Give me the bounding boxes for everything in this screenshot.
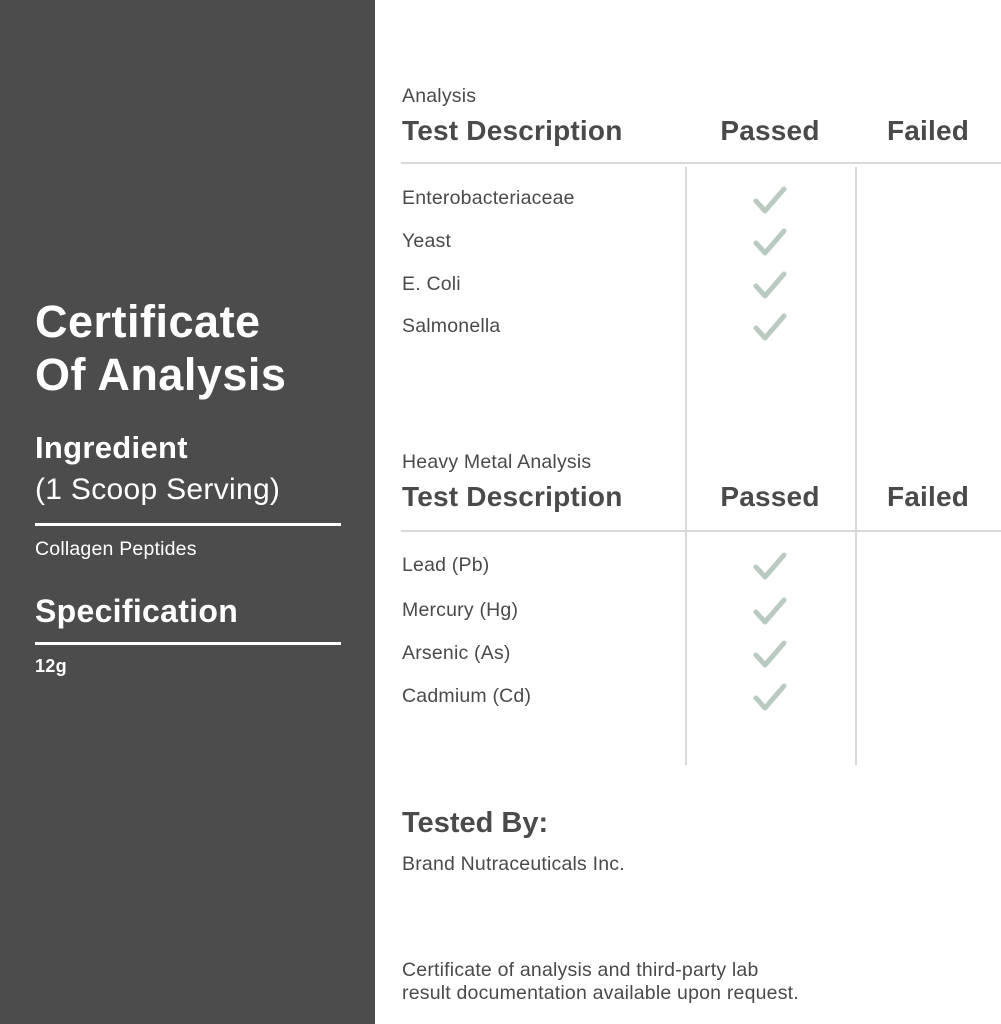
table1-row-test: E. Coli: [402, 273, 461, 295]
table2-header-rule: [401, 530, 1001, 532]
ingredient-heading: Ingredient: [35, 430, 188, 465]
table2-row-test: Arsenic (As): [402, 642, 511, 664]
table1-row-test: Enterobacteriaceae: [402, 187, 575, 209]
tested-by-value: Brand Nutraceuticals Inc.: [402, 853, 625, 875]
left-panel: [0, 0, 375, 1024]
page-title: [35, 295, 286, 401]
passed-check-icon: [751, 227, 789, 257]
specification-heading: Specification: [35, 593, 239, 629]
table2-row-test: Lead (Pb): [402, 554, 490, 576]
page-title-line1: Certificate: [35, 296, 261, 347]
table1-header-passed: Passed: [720, 115, 820, 146]
table2-header-failed: Failed: [886, 481, 970, 512]
table1-row-test: Salmonella: [402, 315, 501, 337]
passed-check-icon: [751, 312, 789, 342]
footnote-line2: result documentation available upon request.: [402, 981, 799, 1004]
page-title-line2: Of Analysis: [35, 349, 287, 400]
specification-divider: [35, 642, 341, 645]
passed-check-icon: [751, 270, 789, 300]
table2-row-test: Mercury (Hg): [402, 599, 519, 621]
passed-check-icon: [751, 639, 789, 669]
ingredient-value: Collagen Peptides: [35, 538, 197, 560]
table1-label: Analysis: [402, 85, 477, 107]
table2-row-test: Cadmium (Cd): [402, 685, 532, 707]
table1-row-test: Yeast: [402, 230, 452, 252]
specification-value: 12g: [35, 656, 67, 676]
passed-check-icon: [751, 551, 789, 581]
table2-header-passed: Passed: [720, 481, 820, 512]
table1-header-test-description: Test Description: [402, 115, 623, 146]
tested-by-heading: Tested By:: [402, 807, 549, 839]
passed-check-icon: [751, 682, 789, 712]
table1-header-rule: [401, 162, 1001, 164]
footnote-line1: Certificate of analysis and third-party lab: [402, 959, 759, 981]
ingredient-serving-note: (1 Scoop Serving): [35, 473, 281, 506]
passed-check-icon: [751, 596, 789, 626]
footnote: [402, 959, 799, 1004]
table2-header-test-description: Test Description: [402, 481, 623, 512]
ingredient-divider: [35, 523, 341, 526]
passed-check-icon: [751, 185, 789, 215]
column-divider-passed: [685, 167, 687, 765]
table2-label: Heavy Metal Analysis: [402, 451, 592, 473]
table1-header-failed: Failed: [886, 115, 970, 146]
column-divider-failed: [855, 167, 857, 765]
